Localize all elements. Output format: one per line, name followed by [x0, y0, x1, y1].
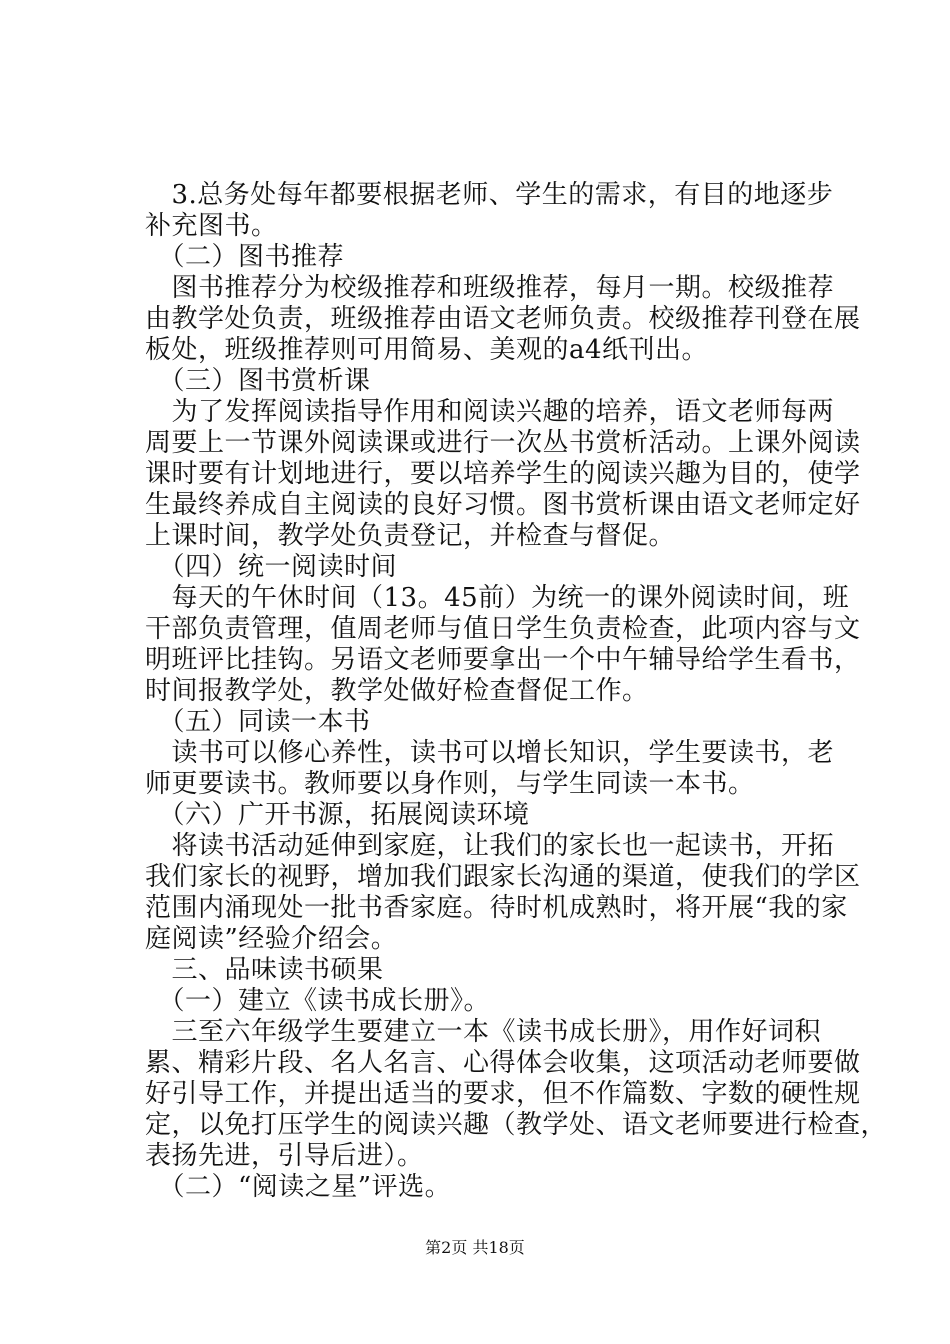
text-line: 明班评比挂钩。另语文老师要拿出一个中午辅导给学生看书， [145, 645, 861, 675]
text-line: 为了发挥阅读指导作用和阅读兴趣的培养，语文老师每两 [145, 397, 835, 427]
section-heading: （二）图书推荐 [145, 242, 345, 272]
section-heading: 三、品味读书硕果 [145, 955, 384, 985]
text-line: 庭阅读”经验介绍会。 [145, 924, 398, 954]
section-heading: （五）同读一本书 [145, 707, 371, 737]
section-heading: （四）统一阅读时间 [145, 552, 398, 582]
text-line: 上课时间，教学处负责登记，并检查与督促。 [145, 521, 676, 551]
text-line: 补充图书。 [145, 211, 278, 241]
section-heading: （二）“阅读之星”评选。 [145, 1172, 452, 1202]
text-line: 三至六年级学生要建立一本《读书成长册》，用作好词积 [145, 1017, 822, 1047]
text-line: 定，以免打压学生的阅读兴趣（教学处、语文老师要进行检查， [145, 1110, 888, 1140]
text-line: 由教学处负责，班级推荐由语文老师负责。校级推荐刊登在展 [145, 304, 861, 334]
text-line: 将读书活动延伸到家庭，让我们的家长也一起读书，开拓 [145, 831, 835, 861]
section-heading: （六）广开书源，拓展阅读环境 [145, 800, 530, 830]
text-line: 干部负责管理，值周老师与值日学生负责检查，此项内容与文 [145, 614, 861, 644]
text-line: 师更要读书。教师要以身作则，与学生同读一本书。 [145, 769, 755, 799]
text-line: 3.总务处每年都要根据老师、学生的需求，有目的地逐步 [145, 180, 834, 210]
section-heading: （三）图书赏析课 [145, 366, 371, 396]
section-heading: （一）建立《读书成长册》。 [145, 986, 491, 1016]
text-line: 图书推荐分为校级推荐和班级推荐，每月一期。校级推荐 [145, 273, 835, 303]
text-line: 我们家长的视野，增加我们跟家长沟通的渠道，使我们的学区 [145, 862, 861, 892]
text-line: 板处，班级推荐则可用简易、美观的a4纸刊出。 [145, 335, 709, 365]
text-line: 范围内涌现处一批书香家庭。待时机成熟时，将开展“我的家 [145, 893, 848, 923]
text-line: 周要上一节课外阅读课或进行一次丛书赏析活动。上课外阅读 [145, 428, 861, 458]
page-number-footer: 第2页 共18页 [425, 1238, 525, 1257]
text-line: 课时要有计划地进行，要以培养学生的阅读兴趣为目的，使学 [145, 459, 861, 489]
text-line: 每天的午休时间（13。45前）为统一的课外阅读时间，班 [145, 583, 850, 613]
text-line: 表扬先进，引导后进）。 [145, 1141, 424, 1171]
text-line: 好引导工作，并提出适当的要求，但不作篇数、字数的硬性规 [145, 1079, 861, 1109]
text-line: 累、精彩片段、名人名言、心得体会收集，这项活动老师要做 [145, 1048, 861, 1078]
text-line: 读书可以修心养性，读书可以增长知识，学生要读书，老 [145, 738, 835, 768]
text-line: 时间报教学处，教学处做好检查督促工作。 [145, 676, 649, 706]
text-line: 生最终养成自主阅读的良好习惯。图书赏析课由语文老师定好 [145, 490, 861, 520]
